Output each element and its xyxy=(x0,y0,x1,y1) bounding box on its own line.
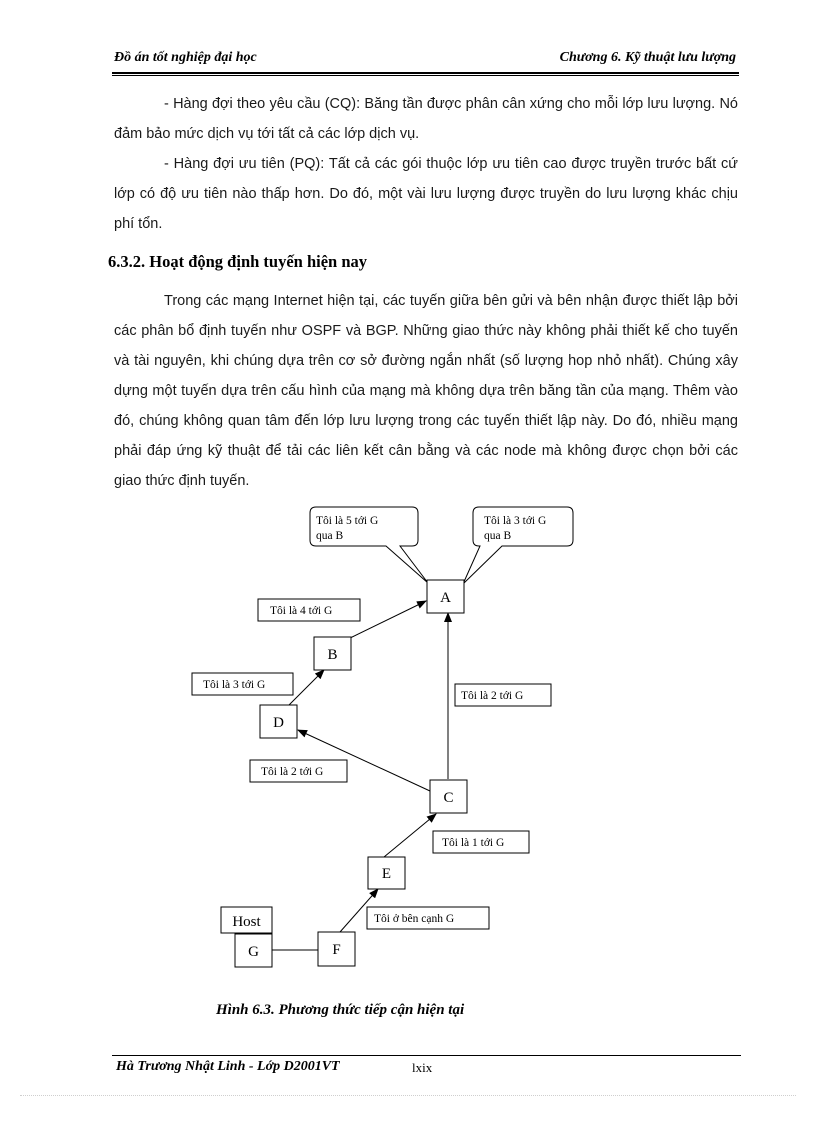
paragraph-cq: - Hàng đợi theo yêu cầu (CQ): Băng tần được phân cân xứng cho mỗi lớp lưu lượng. Nó đảm bảo mức dịch vụ tới tất cả các lớp dịch vụ. xyxy=(114,96,738,142)
header-right: Chương 6. Kỹ thuật lưu lượng xyxy=(559,50,736,65)
callout-right-line2: qua B xyxy=(484,530,512,542)
svg-text:C: C xyxy=(443,790,454,806)
svg-text:B: B xyxy=(327,647,338,663)
svg-text:D: D xyxy=(273,715,284,731)
footer-rule xyxy=(112,1055,741,1056)
svg-text:G: G xyxy=(248,944,259,960)
figure-caption: Hình 6.3. Phương thức tiếp cận hiện tại xyxy=(216,1002,465,1018)
node-d xyxy=(260,705,297,738)
svg-text:Tôi là 2 tới G: Tôi là 2 tới G xyxy=(461,690,524,702)
callout-left-line1: Tôi là 5 tới G xyxy=(316,515,379,527)
node-e xyxy=(368,857,405,889)
label-d-to-b xyxy=(192,673,293,695)
node-b xyxy=(314,637,351,670)
callout-right-line1: Tôi là 3 tới G xyxy=(484,515,547,527)
svg-text:Host: Host xyxy=(232,914,261,930)
svg-text:Tôi là 3 tới G: Tôi là 3 tới G xyxy=(203,679,266,691)
svg-text:Tôi ở bên cạnh G: Tôi ở bên cạnh G xyxy=(374,913,455,925)
node-a xyxy=(427,580,464,613)
footer-page-number: lxix xyxy=(412,1060,433,1075)
page-separator xyxy=(20,1095,796,1096)
label-f-to-e xyxy=(367,907,489,929)
svg-text:E: E xyxy=(381,866,392,882)
footer-author: Hà Trương Nhật Linh - Lớp D2001VT xyxy=(116,1059,340,1074)
header-left: Đồ án tốt nghiệp đại học xyxy=(114,50,257,65)
svg-text:F: F xyxy=(332,942,341,958)
svg-text:Tôi là 1 tới G: Tôi là 1 tới G xyxy=(442,837,505,849)
svg-text:Tôi là 2 tới G: Tôi là 2 tới G xyxy=(261,766,324,778)
svg-text:A: A xyxy=(440,590,451,606)
label-e-to-c xyxy=(433,831,529,853)
svg-text:Tôi là 4 tới G: Tôi là 4 tới G xyxy=(270,605,333,617)
edge-e-to-c xyxy=(384,814,436,857)
label-c-to-a xyxy=(455,684,551,706)
paragraph-pq: - Hàng đợi ưu tiên (PQ): Tất cả các gói thuộc lớp ưu tiên cao được truyền trước bất cứ lớp có độ ưu tiên nào thấp hơn. Do đó, một vài lưu lượng được truyền do lưu lượng khác chịu phí tổn. xyxy=(114,156,738,232)
node-f xyxy=(318,932,355,966)
callout-left-line2: qua B xyxy=(316,530,344,542)
section-heading: 6.3.2. Hoạt động định tuyến hiện nay xyxy=(108,252,368,271)
label-b-to-a xyxy=(258,599,360,621)
node-c xyxy=(430,780,467,813)
label-c-to-d xyxy=(250,760,347,782)
node-host xyxy=(221,907,272,933)
paragraph-routing: Trong các mạng Internet hiện tại, các tuyến giữa bên gửi và bên nhận được thiết lập bởi các phân bổ định tuyến như OSPF và BGP. Những giao thức này không phải thiết kế cho tuyến và tài nguyên, khi chúng dựa trên cơ sở đường ngắn nhất (số lượng hop nhỏ nhất). Chúng xây dựng một tuyến dựa trên cấu hình của mạng mà không dựa trên băng tần của mạng. Thêm vào đó, chúng không quan tâm đến lớp lưu lượng trong các tuyến thiết lập này. Do đó, nhiều mạng phải đáp ứng kỹ thuật để tải các liên kết cân bằng và các node mà không được chọn bởi các giao thức định tuyến. xyxy=(114,293,738,489)
node-g xyxy=(235,934,272,967)
